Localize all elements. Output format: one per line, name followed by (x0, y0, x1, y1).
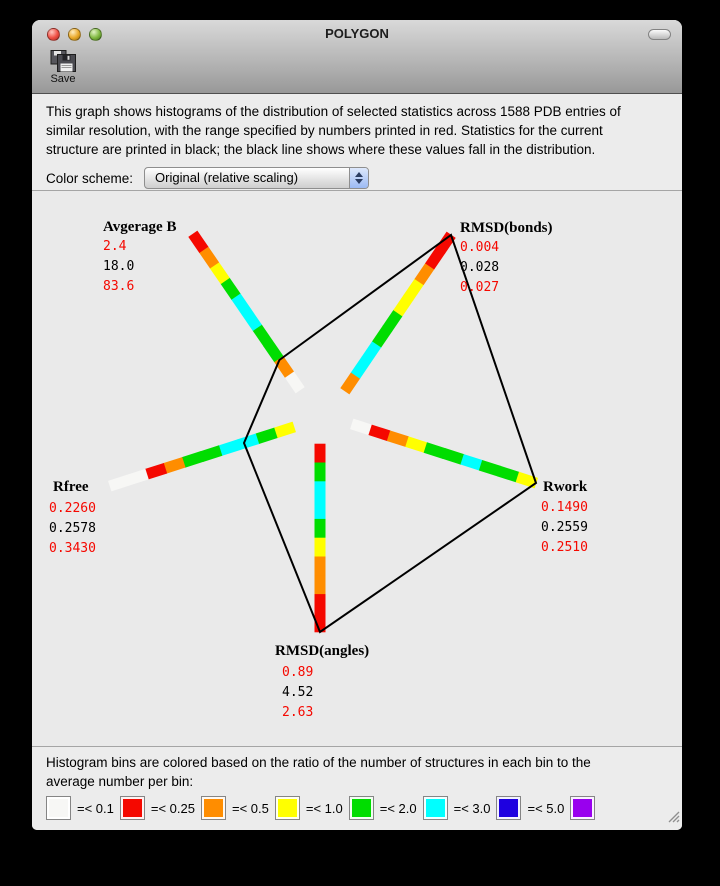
legend-bin-label: =< 0.5 (231, 800, 269, 816)
axis-min-value: 0.004 (460, 240, 500, 255)
histogram-bin (315, 557, 326, 576)
traffic-lights (47, 28, 102, 41)
histogram-bin (274, 422, 296, 439)
toolbar-toggle-button[interactable] (648, 29, 671, 40)
axis-min-value: 0.2260 (49, 501, 96, 516)
axis-label: RMSD(angles) (275, 643, 370, 659)
description-line: similar resolution, with the range specified by numbers printed in red. Statistics for the current (46, 123, 603, 138)
radar-plot-area (32, 191, 682, 746)
axis-max-value: 0.2510 (541, 540, 588, 555)
histogram-bin (424, 442, 446, 459)
legend-bin-swatch-purple (570, 796, 595, 820)
legend-bin-swatch-red (120, 796, 145, 820)
chevron-up-down-icon (349, 168, 368, 188)
axis-max-value: 2.63 (282, 705, 314, 720)
histogram-bin (163, 457, 185, 474)
histogram-bin (108, 475, 130, 492)
histogram-spoke (350, 419, 538, 489)
legend-bin-label: =< 5.0 (527, 800, 565, 816)
axis-label: Rfree (53, 479, 89, 495)
histogram-bin (145, 463, 167, 480)
histogram-bin (182, 451, 204, 468)
minimize-button[interactable] (68, 28, 81, 41)
histogram-bin (368, 425, 390, 442)
radar-histogram-chart (32, 191, 682, 746)
legend-bin-swatch-white (46, 796, 71, 820)
legend-bin-swatch-green (349, 796, 374, 820)
axis-min-value: 2.4 (103, 239, 127, 254)
histogram-bin (442, 448, 464, 465)
histogram-bin (255, 428, 277, 445)
histogram-spoke (108, 422, 296, 492)
toolbar (32, 48, 682, 93)
legend-bin-swatch-yellow (275, 796, 300, 820)
color-scheme-selected-value: Original (relative scaling) (155, 170, 299, 185)
histogram-bin (218, 439, 240, 456)
histogram-bin (315, 500, 326, 519)
polygon-app-window (32, 20, 682, 830)
axis-label: Avgerage B (103, 219, 177, 235)
axis-label: Rwork (543, 479, 588, 495)
histogram-bin (315, 481, 326, 500)
description-line: structure are printed in black; the black line shows where these values fall in the distribution. (46, 142, 596, 157)
legend-row (46, 796, 668, 820)
legend-bin-label: =< 3.0 (453, 800, 491, 816)
histogram-bin (200, 445, 222, 462)
save-disk-icon (43, 50, 83, 72)
histogram-bin (315, 444, 326, 463)
legend-caption-line: average number per bin: (46, 774, 194, 789)
histogram-bin (387, 430, 409, 447)
axis-label: RMSD(bonds) (460, 220, 553, 236)
axis-min-value: 0.1490 (541, 500, 588, 515)
legend-panel (32, 747, 682, 830)
legend-bin-label: =< 2.0 (379, 800, 417, 816)
histogram-bin (315, 594, 326, 613)
histogram-bin (460, 454, 482, 471)
histogram-bin (315, 519, 326, 538)
titlebar[interactable] (32, 20, 682, 48)
histogram-bin (315, 538, 326, 557)
axis-current-value: 0.028 (460, 260, 500, 275)
axis-current-value: 0.2559 (541, 520, 588, 535)
axis-max-value: 0.3430 (49, 541, 96, 556)
save-button-label: Save (50, 73, 76, 85)
description-panel (32, 94, 682, 190)
axis-current-value: 0.2578 (49, 521, 96, 536)
histogram-bin (479, 460, 501, 477)
histogram-bin (315, 463, 326, 482)
axis-min-value: 0.89 (282, 665, 314, 680)
axis-max-value: 83.6 (103, 279, 135, 294)
legend-caption-line: Histogram bins are colored based on the ratio of the number of structures in each bin to the (46, 755, 591, 770)
histogram-spoke (340, 232, 455, 395)
description-line: This graph shows histograms of the distribution of selected statistics across 1588 PDB entries of (46, 104, 621, 119)
zoom-button[interactable] (89, 28, 102, 41)
histogram-bin (315, 575, 326, 594)
color-scheme-label: Color scheme: (46, 170, 134, 186)
resize-grip[interactable] (666, 809, 680, 828)
window-title: POLYGON (325, 26, 389, 41)
histogram-spoke (188, 231, 304, 394)
axis-max-value: 0.027 (460, 280, 500, 295)
close-button[interactable] (47, 28, 60, 41)
axis-current-value: 18.0 (103, 259, 135, 274)
save-button[interactable] (43, 48, 83, 85)
legend-bin-label: =< 1.0 (305, 800, 343, 816)
histogram-bin (405, 436, 427, 453)
legend-bin-swatch-cyan (423, 796, 448, 820)
histogram-bin (350, 419, 372, 436)
legend-bin-label: =< 0.25 (150, 800, 195, 816)
histogram-bin (126, 469, 148, 486)
legend-bin-swatch-blue (496, 796, 521, 820)
axis-current-value: 4.52 (282, 685, 314, 700)
legend-bin-swatch-orange (201, 796, 226, 820)
color-scheme-dropdown[interactable] (144, 167, 369, 189)
legend-bin-label: =< 0.1 (77, 800, 114, 816)
histogram-spoke (315, 444, 326, 633)
window-header (32, 20, 682, 94)
histogram-bin (497, 466, 519, 483)
color-scheme-row (46, 166, 668, 190)
